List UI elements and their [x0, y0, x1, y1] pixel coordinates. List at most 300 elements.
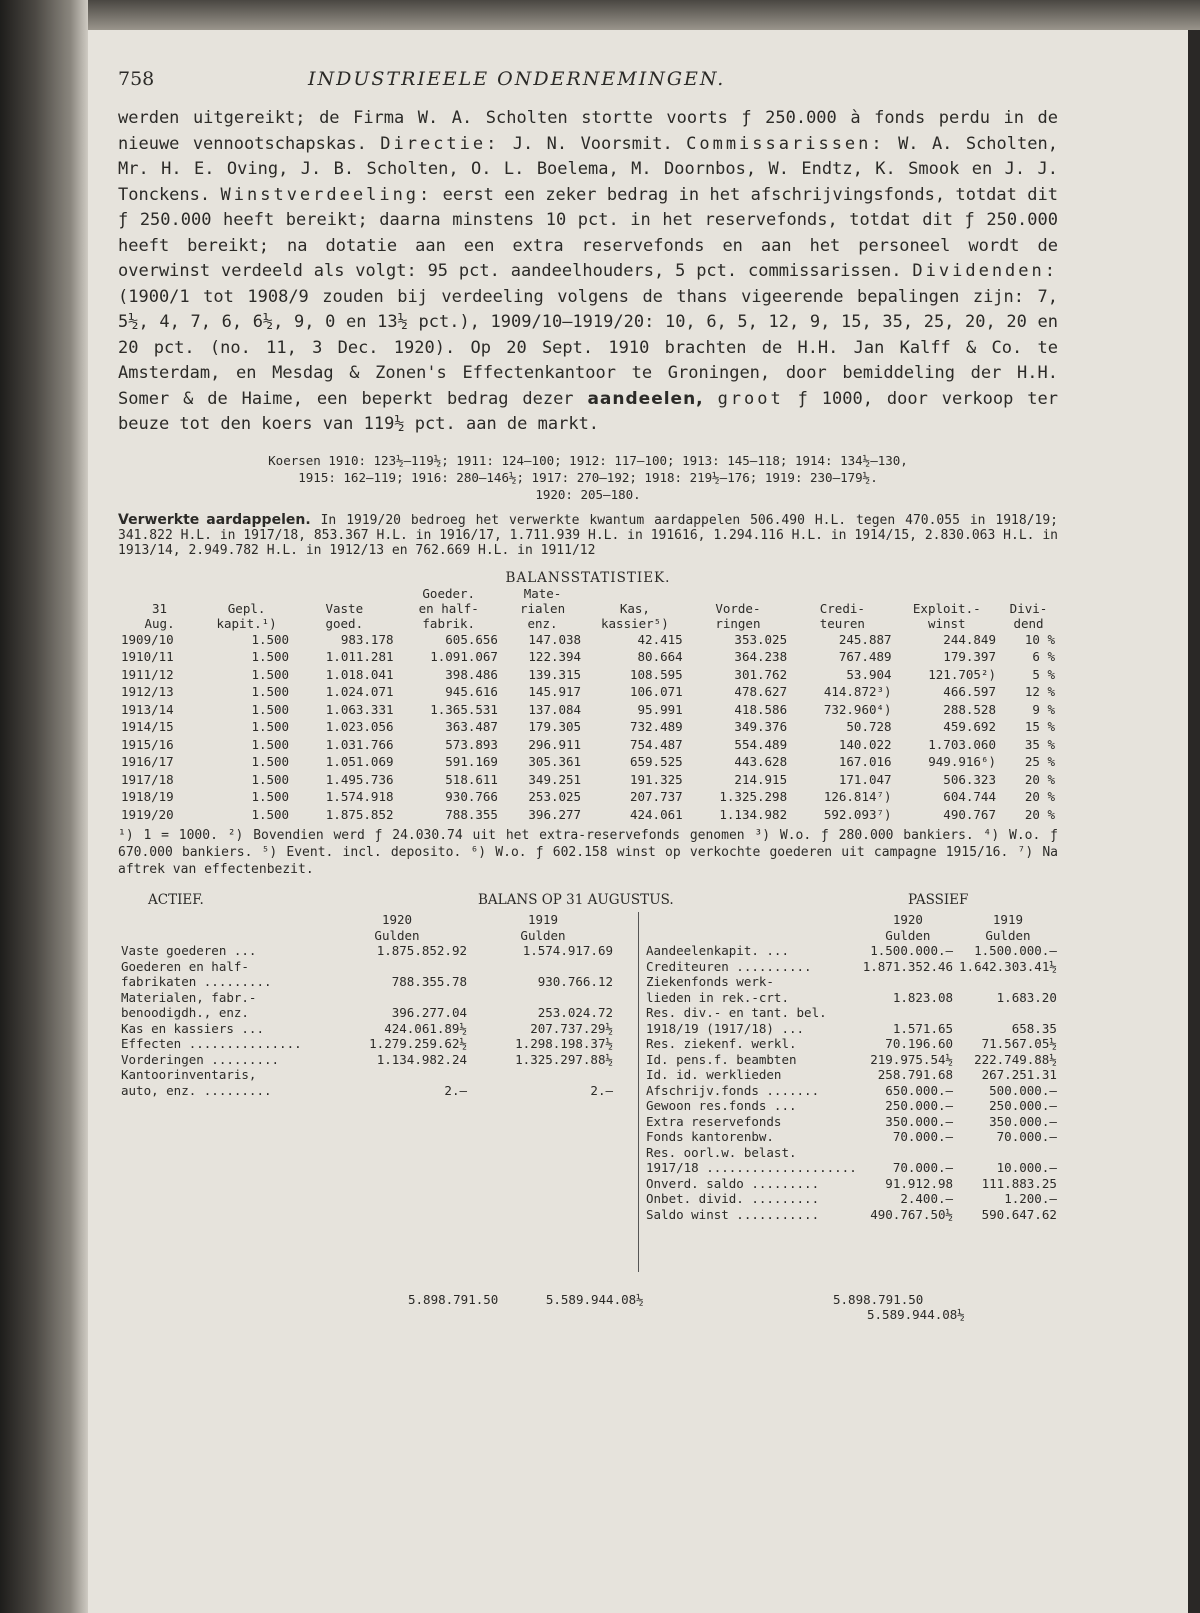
table-cell: 179.397	[943, 649, 996, 664]
list-item	[118, 943, 616, 959]
table-cell: 1.500	[251, 719, 290, 734]
balans-label: benoodigdh., enz.	[121, 1005, 249, 1020]
table-cell: 20 %	[1024, 806, 1055, 822]
actief-label: ACTIEF.	[148, 892, 204, 908]
table-cell: 490.767	[943, 806, 996, 822]
list-item	[118, 1067, 616, 1083]
table-cell: 25 %	[1024, 754, 1055, 769]
table-cell: 788.355	[445, 806, 498, 822]
table-row	[118, 771, 1058, 789]
table-row	[118, 666, 1058, 684]
koersen-line: 1915: 162—119; 1916: 280—146½; 1917: 270—192; 1918: 219½—176; 1919: 230—179½.	[298, 469, 878, 485]
table-cell: 108.595	[629, 666, 683, 682]
column-header-line: en half-	[418, 600, 479, 616]
table-cell: 301.762	[734, 666, 788, 682]
table-cell: 1.500	[251, 666, 290, 682]
table-body	[118, 631, 1058, 824]
list-item	[118, 959, 616, 975]
table-cell: 1911/12	[121, 666, 174, 682]
balans-label: auto, enz. .........	[121, 1082, 272, 1098]
table-cell: 1.091.067	[430, 649, 498, 664]
table-cell: 6 %	[1032, 649, 1055, 664]
table-cell: 1.051.069	[325, 754, 394, 769]
balans-value: 930.766.12	[537, 974, 613, 989]
list-item	[643, 990, 1060, 1006]
table-cell: 191.325	[629, 771, 683, 787]
list-item	[643, 959, 1060, 975]
list-item	[643, 1176, 1060, 1192]
balans-value: 70.196.60	[885, 1036, 954, 1051]
table-cell: 179.305	[528, 719, 582, 734]
table-cell: 296.911	[528, 736, 582, 752]
balans-value: 207.737.29½	[530, 1020, 613, 1036]
column-header-line: enz.	[527, 615, 558, 631]
passief-label: PASSIEF	[908, 892, 969, 908]
balans-label: Aandeelenkapit. ...	[646, 943, 789, 958]
balans-value: 1.871.352.46	[862, 958, 954, 974]
list-item	[643, 974, 1060, 990]
balans-label: fabrikaten .........	[121, 974, 272, 989]
table-cell: 1.365.531	[430, 701, 498, 717]
column-header-line: Vaste	[325, 600, 364, 616]
balans-value: 350.000.—	[989, 1113, 1057, 1129]
table-cell: 1.063.331	[325, 701, 394, 717]
balans-value: 70.000.—	[892, 1129, 954, 1144]
table-cell: 1.500	[251, 701, 290, 717]
actief-column	[118, 912, 633, 1098]
balans-label: Crediteuren ..........	[646, 958, 812, 974]
balans-value	[324, 1067, 470, 1083]
unit-row	[643, 928, 1060, 944]
balans-value: 1.500.000.—	[870, 943, 954, 958]
table-cell: 35 %	[1024, 736, 1055, 752]
table-cell: 591.169	[445, 754, 498, 769]
table-cell: 95.991	[637, 701, 683, 717]
table-cell: 1.500	[251, 631, 290, 647]
table-row	[118, 648, 1058, 666]
column-header	[501, 586, 584, 631]
table-cell: 147.038	[528, 631, 582, 647]
list-item	[643, 1145, 1060, 1161]
table-cell: 53.904	[846, 666, 892, 682]
table-cell: 1913/14	[121, 701, 174, 717]
table-cell: 12 %	[1024, 684, 1055, 699]
year-row	[643, 912, 1060, 928]
table-cell: 1917/18	[121, 771, 174, 787]
balans-value: 253.024.72	[537, 1005, 613, 1020]
table-cell: 253.025	[528, 789, 582, 804]
table-cell: 122.394	[528, 649, 582, 664]
list-item	[643, 1083, 1060, 1099]
table-cell: 573.893	[445, 736, 498, 752]
column-header	[686, 586, 790, 631]
table-cell: 418.586	[734, 701, 788, 717]
balans-label: Saldo winst ...........	[646, 1206, 820, 1222]
koersen-line: 1920: 205—180.	[535, 486, 641, 502]
balans-value: 250.000.—	[885, 1098, 954, 1113]
balans-value: 250.000.—	[989, 1098, 1057, 1113]
list-item	[118, 1005, 616, 1021]
table-cell: 1.500	[251, 789, 290, 804]
list-item	[118, 990, 616, 1006]
table-row	[118, 683, 1058, 701]
column-header-line: 31	[152, 600, 168, 616]
balans-value: 788.355.78	[391, 974, 467, 989]
balans-label: Res. div.- en tant. bel.	[646, 1005, 827, 1020]
table-row	[118, 753, 1058, 771]
balans-value: 1.134.982.24	[376, 1051, 467, 1067]
unit-label: Gulden	[885, 927, 931, 943]
table-cell: 50.728	[846, 719, 892, 734]
year-1920: 1920	[381, 912, 413, 927]
column-header-line: winst	[927, 615, 966, 631]
balans-value: 2.—	[590, 1082, 613, 1098]
table-cell: 414.872³)	[823, 684, 892, 699]
table-cell: 42.415	[637, 631, 683, 647]
table-cell: 214.915	[734, 771, 788, 787]
table-cell: 930.766	[445, 789, 498, 804]
table-cell: 15 %	[1024, 719, 1055, 734]
balans-value	[956, 1145, 1060, 1161]
table-cell: 659.525	[629, 754, 683, 769]
table-header-row	[118, 586, 1058, 631]
balans-label: Materialen, fabr.-	[121, 989, 257, 1005]
table-cell: 1.134.982	[719, 806, 788, 822]
balans-label: Res. ziekenf. werkl.	[646, 1036, 797, 1051]
balans-value: 2.—	[444, 1082, 467, 1098]
balans-value: 1.574.917.69	[522, 943, 613, 958]
verwerkte-text: In 1919/20 bedroeg het verwerkte kwantum aardappelen 506.490 H.L. tegen 470.055 in 1918/19; 341.822 H.L. in 1917/18, 853.367 H.L. in 1916/17, 1.711.939 H.L. in 191616, 1.294.116 H.L. in 1914/15, 2.830.063 H.L. in 1913/14, 2.949.782 H.L. in 1912/13 en 762.669 H.L. in 1911/12	[118, 512, 1059, 558]
balansstatistiek-table	[118, 586, 1058, 824]
table-cell: 10 %	[1024, 631, 1055, 647]
column-header-line: kassier⁵)	[601, 615, 669, 631]
table-cell: 305.361	[528, 754, 582, 769]
column-header-line: rialen	[519, 600, 566, 616]
balans-value: 111.883.25	[981, 1175, 1057, 1191]
column-header-line: ringen	[715, 615, 761, 631]
balans-value	[324, 959, 470, 975]
page-number: 758	[118, 68, 155, 90]
table-cell: 1.500	[251, 806, 290, 822]
balans-value	[470, 959, 616, 975]
table-cell: 1.031.766	[325, 736, 394, 752]
table-cell: 1914/15	[121, 719, 174, 734]
balans-value: 658.35	[1011, 1020, 1057, 1036]
table-cell: 121.705²)	[928, 666, 996, 682]
list-item	[118, 1083, 616, 1099]
table-cell: 604.744	[943, 789, 996, 804]
table-cell: 126.814⁷)	[823, 789, 892, 804]
column-header-line: teuren	[819, 615, 865, 631]
table-cell: 244.849	[943, 631, 996, 647]
unit-row	[118, 928, 616, 944]
table-cell: 1.574.918	[325, 789, 394, 804]
table-cell: 1915/16	[121, 736, 174, 752]
balans-label: Kas en kassiers ...	[121, 1020, 264, 1036]
table-cell: 171.047	[838, 771, 892, 787]
unit-label: Gulden	[985, 927, 1031, 943]
balans-label: Fonds kantorenbw.	[646, 1129, 774, 1144]
balans-label: Id. id. werklieden	[646, 1067, 782, 1082]
list-item	[118, 974, 616, 990]
page-top-edge	[0, 0, 1200, 30]
table-cell: 767.489	[838, 649, 892, 664]
balans-value: 219.975.54½	[870, 1051, 954, 1067]
balans-label: Vorderingen .........	[121, 1051, 280, 1067]
table-cell: 592.093⁷)	[823, 806, 892, 822]
balans-value	[324, 990, 470, 1006]
column-header	[292, 586, 396, 631]
balans-value	[956, 974, 1060, 990]
table-cell: 80.664	[637, 649, 683, 664]
company-paragraph	[118, 106, 1058, 438]
table-cell: 466.597	[943, 684, 996, 699]
column-header	[895, 586, 999, 631]
list-item	[643, 1021, 1060, 1037]
column-header-line: Gepl.	[227, 600, 266, 616]
balans-value: 1.642.303.41½	[959, 958, 1057, 974]
table-cell: 1.875.852	[325, 806, 394, 822]
balans-label: Kantoorinventaris,	[121, 1067, 257, 1082]
balans-value: 71.567.05½	[981, 1036, 1057, 1051]
balans-value: 2.400.—	[900, 1191, 954, 1206]
table-cell: 1.011.281	[325, 649, 394, 664]
table-cell: 1909/10	[121, 631, 174, 647]
balans-value: 70.000.—	[892, 1160, 954, 1175]
list-item	[643, 1036, 1060, 1052]
table-cell: 443.628	[734, 754, 788, 769]
balans-value: 490.767.50½	[870, 1206, 954, 1222]
table-cell: 106.071	[629, 684, 683, 699]
balans-value: 1.325.297.88½	[515, 1051, 613, 1067]
book-spine	[0, 0, 88, 1613]
winstverdeeling-text: eerst een zeker bedrag in het afschrijvingsfonds, totdat dit ƒ 250.000 heeft bereikt; daarna minstens 10 pct. in het reservefonds, totdat dit ƒ 250.000 heeft bereikt; na dotatie aan een extra reservefonds en aan het personeel wordt de overwinst verdeeld als volgt: 95 pct. aandeelhouders, 5 pct. commissarissen.	[118, 184, 1058, 281]
balans-label: Id. pens.f. beambten	[646, 1051, 797, 1067]
total-actief-1920: 5.898.791.50	[408, 1292, 499, 1307]
balans-table	[118, 912, 1058, 1322]
list-item	[643, 1114, 1060, 1130]
column-header-line: Credi-	[819, 600, 865, 616]
column-header-line: Goeder.	[422, 585, 476, 601]
column-header-line: dend	[1013, 615, 1044, 631]
table-cell: 1.500	[251, 684, 290, 699]
table-cell: 1919/20	[121, 806, 174, 822]
table-cell: 396.277	[528, 806, 582, 822]
table-cell: 1916/17	[121, 754, 174, 769]
page-content	[118, 60, 1059, 1322]
list-item	[643, 1052, 1060, 1068]
balans-value: 1.823.08	[892, 989, 954, 1005]
column-header	[201, 586, 292, 631]
balans-value	[860, 1005, 956, 1021]
table-cell: 139.315	[528, 666, 582, 682]
column-header	[999, 586, 1058, 631]
balans-label: Goederen en half-	[121, 958, 249, 974]
balans-value	[470, 990, 616, 1006]
balans-title: BALANS OP 31 AUGUSTUS.	[478, 892, 674, 908]
table-cell: 732.960⁴)	[823, 701, 892, 717]
balans-value: 500.000.—	[989, 1082, 1057, 1098]
table-row	[118, 806, 1058, 824]
table-cell: 518.611	[445, 771, 498, 787]
balans-heading	[118, 892, 1058, 912]
balans-value: 396.277.04	[391, 1005, 467, 1020]
table-cell: 459.692	[943, 719, 996, 734]
passief-totals	[833, 1292, 1058, 1322]
balans-value: 590.647.62	[981, 1206, 1057, 1222]
table-cell: 1.500	[251, 649, 290, 664]
table-cell: 1.024.071	[325, 684, 394, 699]
year-1919: 1919	[992, 912, 1023, 927]
total-actief-1919: 5.589.944.08½	[545, 1292, 644, 1307]
table-cell: 349.251	[528, 771, 582, 787]
actief-rows	[118, 943, 616, 1098]
table-cell: 1.500	[251, 736, 290, 752]
column-header-line: Exploit.-	[912, 600, 981, 616]
koersen-block	[118, 452, 1058, 503]
balans-label: Extra reservefonds	[646, 1113, 782, 1129]
year-row	[118, 912, 616, 928]
table-cell: 1.500	[251, 754, 290, 769]
table-cell: 1.500	[251, 771, 290, 787]
table-cell: 506.323	[943, 771, 996, 787]
running-title: INDUSTRIEELE ONDERNEMINGEN.	[308, 68, 726, 90]
directie-label: Directie:	[380, 133, 500, 154]
column-divider	[638, 912, 639, 1272]
column-header-line: goed.	[325, 615, 364, 631]
paragraph-intro: werden uitgereikt; de Firma W. A. Scholten stortte voorts ƒ 250.000 à fonds perdu in de nieuwe vennootschapskas.	[118, 108, 1058, 154]
table-cell: 754.487	[629, 736, 683, 752]
balans-label: Onbet. divid. .........	[646, 1191, 820, 1206]
table-cell: 364.238	[734, 649, 788, 664]
paragraph-tail: ƒ 1000, door verkoop ter beuze tot den koers van 119½ pct. aan de markt.	[118, 388, 1058, 434]
passief-column	[643, 912, 1058, 1222]
balans-value: 1.683.20	[996, 989, 1057, 1005]
table-cell: 353.025	[734, 631, 788, 647]
table-row	[118, 736, 1058, 754]
list-item	[643, 943, 1060, 959]
table-cell: 983.178	[340, 631, 394, 647]
total-passief-1920: 5.898.791.50	[833, 1292, 924, 1307]
table-cell: 732.489	[629, 719, 683, 734]
running-head	[118, 60, 1058, 94]
balans-value: 424.061.89½	[384, 1020, 467, 1036]
table-cell: 605.656	[445, 631, 498, 647]
table-cell: 363.487	[445, 719, 498, 734]
column-header	[584, 586, 686, 631]
table-cell: 20 %	[1024, 771, 1055, 787]
balans-value	[956, 1005, 1060, 1021]
year-1919: 1919	[527, 912, 559, 927]
table-cell: 1.703.060	[928, 736, 996, 752]
aandeelen-label: aandeelen,	[587, 388, 704, 409]
table-cell: 349.376	[734, 719, 788, 734]
list-item	[643, 1067, 1060, 1083]
list-item	[118, 1052, 616, 1068]
column-header	[118, 586, 201, 631]
column-header-line: Kas,	[619, 600, 650, 616]
table-cell: 478.627	[734, 684, 788, 699]
table-cell: 398.486	[445, 666, 498, 682]
balans-label: Afschrijv.fonds .......	[646, 1082, 820, 1098]
balans-value: 70.000.—	[996, 1129, 1057, 1144]
list-item	[643, 1160, 1060, 1176]
balans-label: Ziekenfonds werk-	[646, 974, 774, 989]
balans-value: 267.251.31	[981, 1067, 1057, 1082]
verwerkte-aardappelen	[118, 513, 1058, 558]
balans-value	[860, 1145, 956, 1161]
balans-value: 10.000.—	[996, 1160, 1057, 1175]
balans-label: lieden in rek.-crt.	[646, 989, 789, 1005]
balans-label: 1917/18 ....................	[646, 1160, 857, 1175]
balans-value: 1.500.000.—	[974, 943, 1057, 958]
list-item	[643, 1098, 1060, 1114]
column-header-line: fabrik.	[422, 615, 476, 631]
groot-label: groot	[717, 388, 784, 409]
list-item	[118, 1021, 616, 1037]
verwerkte-label: Verwerkte aardappelen.	[118, 511, 311, 528]
commissarissen-text: W. A. Scholten, Mr. H. E. Oving, J. B. Scholten, O. L. Boelema, M. Doornbos, W. Endtz, K. Smook en J. J. Tonckens.	[118, 133, 1058, 205]
balans-value: 222.749.88½	[974, 1051, 1057, 1067]
total-passief-1919: 5.589.944.08½	[867, 1307, 965, 1322]
list-item	[643, 1207, 1060, 1223]
table-cell: 167.016	[838, 754, 892, 769]
balans-value: 1.279.259.62½	[369, 1036, 467, 1051]
balans-value: 258.791.68	[877, 1067, 954, 1082]
list-item	[643, 1191, 1060, 1207]
list-item	[118, 1036, 616, 1052]
year-1920: 1920	[892, 912, 923, 927]
koersen-line: Koersen 1910: 123½—119½; 1911: 124—100; 1912: 117—100; 1913: 145—118; 1914: 134½—130,	[268, 452, 908, 468]
table-row	[118, 701, 1058, 719]
unit-label: Gulden	[374, 927, 420, 943]
balans-label: Gewoon res.fonds ...	[646, 1098, 797, 1113]
table-row	[118, 631, 1058, 649]
winstverdeeling-label: Winstverdeeling:	[220, 184, 433, 205]
table-cell: 554.489	[734, 736, 788, 752]
balans-value: 350.000.—	[885, 1113, 954, 1129]
dividenden-label: Dividenden:	[912, 261, 1058, 281]
column-header-line: Vorde-	[715, 600, 761, 616]
table-cell: 1.023.056	[325, 719, 394, 734]
passief-rows	[643, 943, 1060, 1222]
table-cell: 424.061	[629, 806, 683, 822]
table-cell: 5 %	[1032, 666, 1055, 682]
table-cell: 949.916⁶)	[928, 754, 996, 769]
table-cell: 288.528	[943, 701, 996, 717]
column-header-line: Aug.	[144, 615, 175, 631]
table-cell: 137.084	[528, 701, 582, 717]
column-header-line: Divi-	[1009, 600, 1048, 616]
balans-value: 650.000.—	[885, 1082, 954, 1098]
table-cell: 9 %	[1032, 701, 1055, 717]
table-cell: 1.325.298	[719, 789, 788, 804]
list-item	[643, 1129, 1060, 1145]
balans-label: 1918/19 (1917/18) ...	[646, 1020, 805, 1036]
balansstatistiek-title: BALANSSTATISTIEK.	[505, 569, 671, 586]
table-cell: 207.737	[629, 789, 683, 804]
commissarissen-label: Commissarissen:	[686, 133, 885, 154]
balans-value	[470, 1067, 616, 1083]
list-item	[643, 1005, 1060, 1021]
balans-value: 1.200.—	[1004, 1191, 1057, 1206]
table-cell: 1.495.736	[325, 771, 394, 787]
footnotes: ¹) 1 = 1000. ²) Bovendien werd ƒ 24.030.74 uit het extra-reservefonds genomen ³) W.o. ƒ 280.000 bankiers. ⁴) W.o. ƒ 670.000 bankiers. ⁵) Event. incl. deposito. ⁶) W.o. ƒ 602.158 winst op verkochte goederen uit campagne 1915/16. ⁷) Na aftrek van effectenbezit.	[118, 828, 1058, 877]
table-cell: 1918/19	[121, 789, 174, 804]
balans-label: Effecten ...............	[121, 1036, 302, 1051]
table-cell: 20 %	[1024, 789, 1055, 804]
table-cell: 140.022	[838, 736, 892, 752]
